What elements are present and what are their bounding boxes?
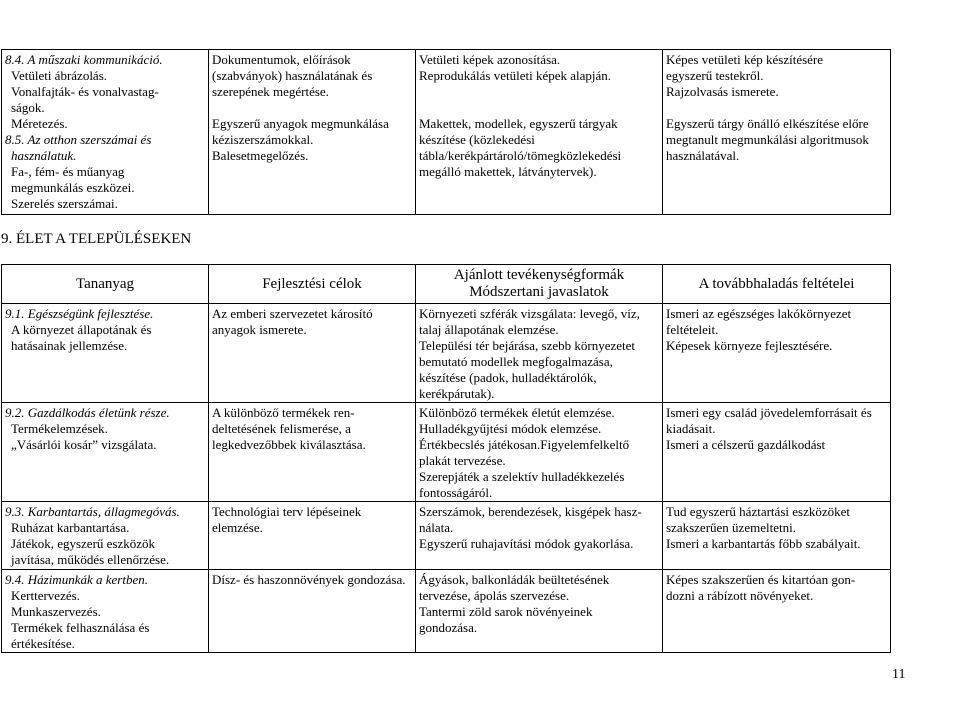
table-row: [2, 50, 891, 215]
activity-line: Szerszámok, berendezések, kisgépek hasz-: [419, 504, 642, 519]
activity-line: Települési tér bejárása, szebb környezetet: [419, 338, 636, 353]
table-body: [2, 304, 891, 653]
activity-line: tervezése, ápolás szervezése.: [419, 588, 570, 603]
topic-line: hatásainak jellemzése.: [11, 338, 128, 353]
table-row: [2, 502, 891, 570]
header-topic: Tananyag: [2, 265, 209, 304]
activity-line: Egyszerű ruhajavítási módok gyakorlása.: [419, 536, 634, 551]
topic-line: Méretezés.: [11, 116, 68, 131]
activity-line: Ágyások, balkonládák beültetésének: [419, 572, 610, 587]
goal-line: legkedvezőbbek kiválasztása.: [212, 437, 366, 452]
activity-line: megálló makettek, látványtervek).: [419, 164, 597, 179]
condition-line: Ismeri a karbantartás főbb szabályait.: [666, 536, 861, 551]
activity-line: készítése (padok, hulladéktárolók,: [419, 370, 597, 385]
header-goals: Fejlesztési célok: [209, 265, 416, 304]
goals-cell: [209, 502, 416, 570]
topic-line: ságok.: [11, 100, 45, 115]
topic-line: Munkaszervezés.: [11, 604, 101, 619]
progress-conditions-cell: [663, 403, 891, 502]
curriculum-table: [1, 264, 891, 653]
goal-line: Az emberi szervezetet károsító: [212, 306, 373, 321]
topic-cell: [2, 304, 209, 403]
topic-line: Ruházat karbantartása.: [11, 520, 130, 535]
activity-line: tábla/kerékpártároló/tömegközlekedési: [419, 148, 622, 163]
topic-line: Játékok, egyszerű eszközök: [11, 536, 156, 551]
topic-heading: 8.4. A műszaki kommunikáció.: [5, 52, 163, 67]
activities-cell: [416, 50, 663, 215]
topic-line: Fa-, fém- és műanyag: [11, 164, 125, 179]
goals-cell: [209, 50, 416, 215]
topic-line: értékesítése.: [11, 636, 75, 651]
progress-conditions-cell: [663, 502, 891, 570]
goal-line: Dokumentumok, előírások: [212, 52, 351, 67]
goals-cell: [209, 304, 416, 403]
topic-line: Vonalfajták- és vonalvastag-: [11, 84, 159, 99]
table-row: [2, 403, 891, 502]
activities-cell: [416, 304, 663, 403]
topic-line: „Vásárlói kosár” vizsgálata.: [11, 437, 157, 452]
topic-cell: [2, 50, 209, 215]
topic-cell: [2, 570, 209, 653]
topic-line: Termékek felhasználása és: [11, 620, 150, 635]
header-activities-line1: Ajánlott tevékenységformák: [453, 267, 625, 283]
progress-conditions-cell: [663, 570, 891, 653]
topic-line: Termékelemzések.: [11, 421, 108, 436]
topic-heading: 9.2. Gazdálkodás életünk része.: [5, 405, 170, 420]
section-title: 9. ÉLET A TELEPÜLÉSEKEN: [1, 231, 192, 247]
condition-line: használatával.: [666, 148, 740, 163]
topic-heading: 9.4. Házimunkák a kertben.: [5, 572, 148, 587]
goal-line: deltetésének felismerése, a: [212, 421, 351, 436]
activities-cell: [416, 403, 663, 502]
condition-line: kiadásait.: [666, 421, 716, 436]
topic-heading: 9.3. Karbantartás, állagmegóvás.: [5, 504, 180, 519]
topic-cell: [2, 403, 209, 502]
activity-line: Értékbecslés játékosan.Figyelemfelkeltő: [419, 437, 630, 452]
activity-line: Reprodukálás vetületi képek alapján.: [419, 68, 612, 83]
header-activities-line2: Módszertani javaslatok: [469, 284, 609, 300]
topic-line: Kerttervezés.: [11, 588, 80, 603]
activity-line: Makettek, modellek, egyszerű tárgyak: [419, 116, 618, 131]
goal-line: anyagok ismerete.: [212, 322, 307, 337]
condition-line: feltételeit.: [666, 322, 719, 337]
goal-line: Balesetmegelőzés.: [212, 148, 309, 163]
topic-heading: 8.5. Az otthon szerszámai és: [5, 132, 152, 147]
activity-line: nálata.: [419, 520, 454, 535]
activity-line: Különböző termékek életút elemzése.: [419, 405, 615, 420]
topic-line: Szerelés szerszámai.: [11, 196, 118, 211]
condition-line: Egyszerű tárgy önálló elkészítése előre: [666, 116, 869, 131]
condition-line: Képesek környeze fejlesztésére.: [666, 338, 833, 353]
progress-conditions-cell: [663, 50, 891, 215]
activity-line: Tantermi zöld sarok növényeinek: [419, 604, 593, 619]
condition-line: dozni a rábízott növényeket.: [666, 588, 814, 603]
curriculum-table-continued: [1, 49, 891, 215]
activity-line: Hulladékgyűjtési módok elemzése.: [419, 421, 602, 436]
goal-line: szerepének megértése.: [212, 84, 329, 99]
header-conditions: A továbbhaladás feltételei: [663, 265, 891, 304]
condition-line: Ismeri egy család jövedelemforrásait és: [666, 405, 872, 420]
header-activities: [416, 265, 663, 304]
condition-line: Ismeri a célszerű gazdálkodást: [666, 437, 826, 452]
activity-line: Környezeti szférák vizsgálata: levegő, víz,: [419, 306, 640, 321]
condition-line: szakszerűen üzemeltetni.: [666, 520, 796, 535]
activity-line: talaj állapotának elemzése.: [419, 322, 559, 337]
goal-line: kéziszerszámokkal.: [212, 132, 314, 147]
goal-line: Dísz- és haszonnövények gondozása.: [212, 572, 406, 587]
topic-line: javítása, működés ellenőrzése.: [11, 552, 170, 567]
table-row: [2, 304, 891, 403]
goal-line: Egyszerű anyagok megmunkálása: [212, 116, 389, 131]
activity-line: Vetületi képek azonosítása.: [419, 52, 561, 67]
condition-line: Tud egyszerű háztartási eszközöket: [666, 504, 850, 519]
goals-cell: [209, 403, 416, 502]
goal-line: (szabványok) használatának és: [212, 68, 373, 83]
activity-line: Szerepjáték a szelektív hulladékkezelés: [419, 469, 625, 484]
topic-cell: [2, 502, 209, 570]
activities-cell: [416, 570, 663, 653]
activity-line: fontosságáról.: [419, 485, 493, 500]
progress-conditions-cell: [663, 304, 891, 403]
condition-line: Képes vetületi kép készítésére: [666, 52, 824, 67]
table-header-row: [2, 265, 891, 304]
condition-line: Rajzolvasás ismerete.: [666, 84, 779, 99]
condition-line: Képes szakszerűen és kitartóan gon-: [666, 572, 856, 587]
activity-line: gondozása.: [419, 620, 478, 635]
goals-cell: [209, 570, 416, 653]
goal-line: elemzése.: [212, 520, 263, 535]
topic-heading: 9.1. Egészségünk fejlesztése.: [5, 306, 154, 321]
topic-line: Vetületi ábrázolás.: [11, 68, 108, 83]
page-number: 11: [892, 667, 906, 682]
topic-line: A környezet állapotának és: [11, 322, 152, 337]
topic-line: használatuk.: [11, 148, 77, 163]
goal-line: Technológiai terv lépéseinek: [212, 504, 362, 519]
activity-line: bemutató modellek megfogalmazása,: [419, 354, 613, 369]
goal-line: A különböző termékek ren-: [212, 405, 355, 420]
activity-line: plakát tervezése.: [419, 453, 506, 468]
condition-line: egyszerű testekről.: [666, 68, 764, 83]
topic-line: megmunkálás eszközei.: [11, 180, 135, 195]
condition-line: Ismeri az egészséges lakókörnyezet: [666, 306, 852, 321]
table-row: [2, 570, 891, 653]
condition-line: megtanult megmunkálási algoritmusok: [666, 132, 869, 147]
activity-line: készítése (közlekedési: [419, 132, 535, 147]
activity-line: kerékpárutak).: [419, 386, 495, 401]
activities-cell: [416, 502, 663, 570]
